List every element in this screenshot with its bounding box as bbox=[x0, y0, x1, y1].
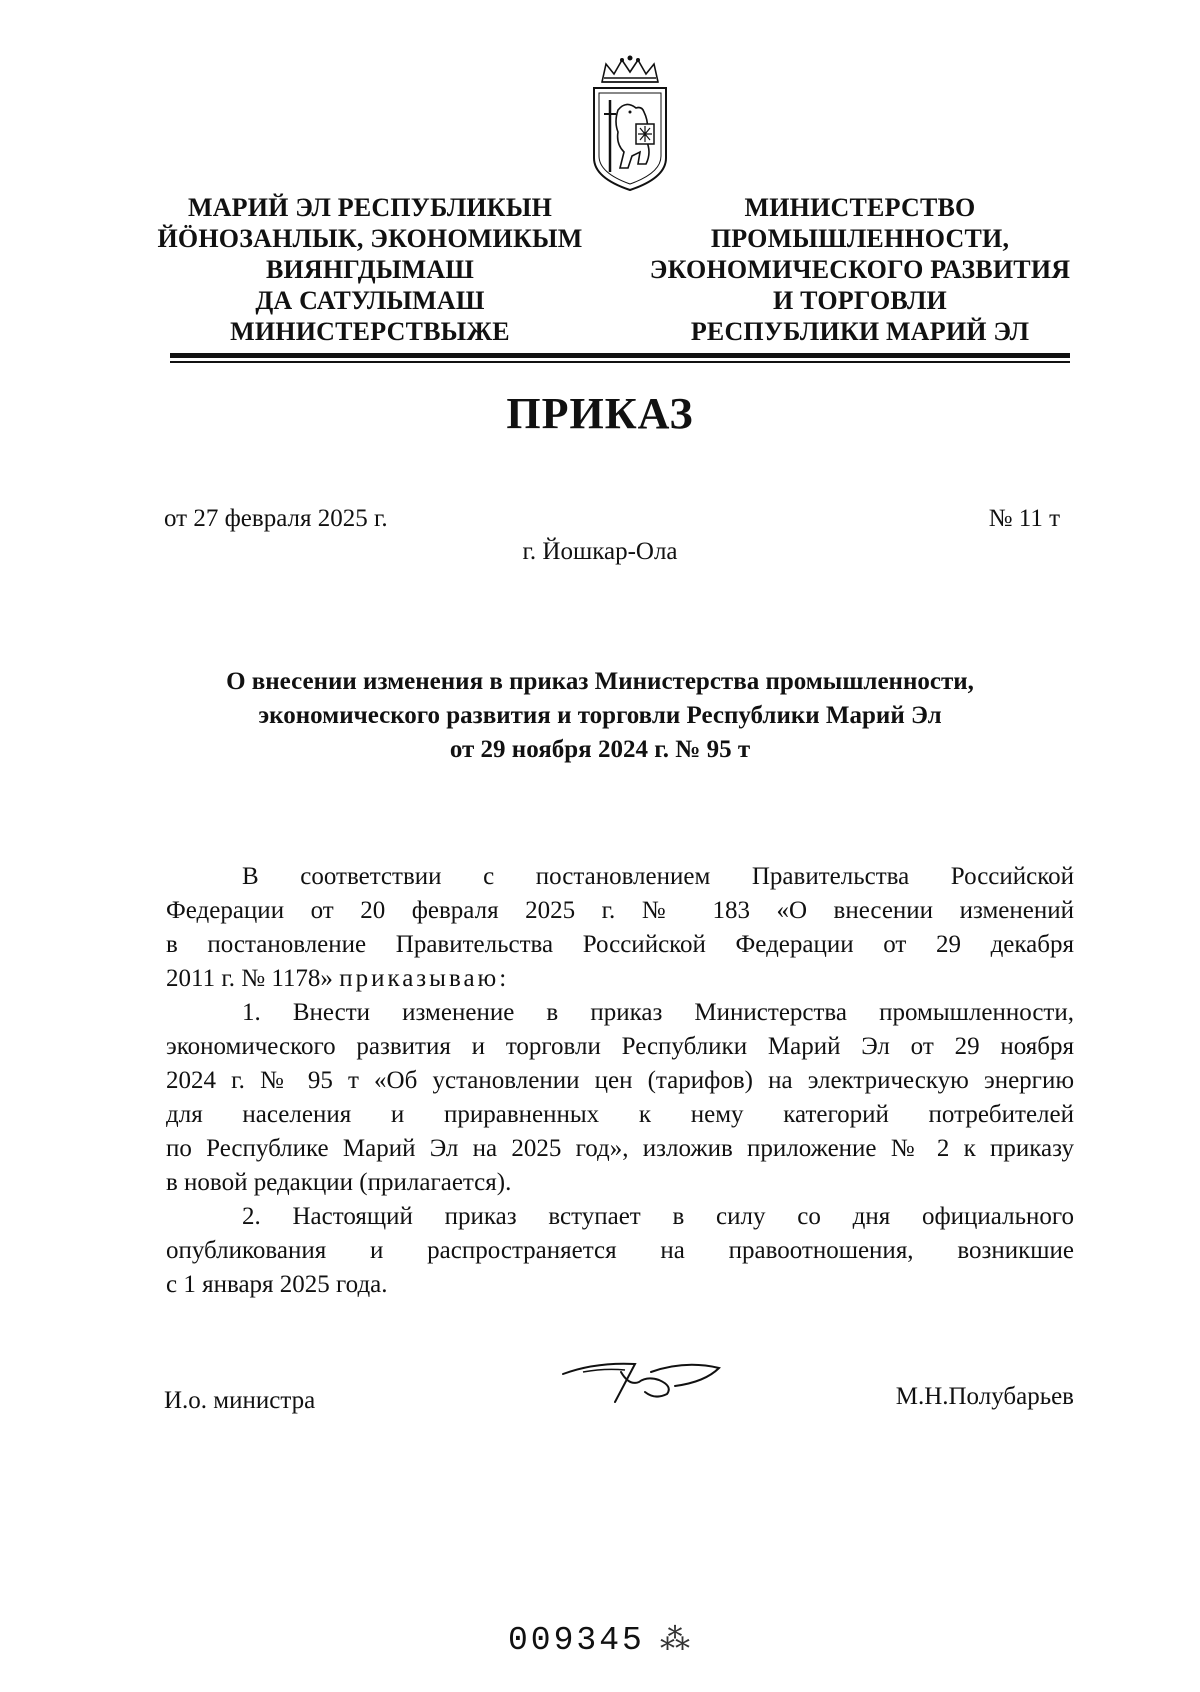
handwritten-signature bbox=[555, 1342, 725, 1412]
document-title: ПРИКАЗ bbox=[506, 389, 694, 438]
body-line: в постановление Правительства Российской Федерации от 29 декабря bbox=[166, 931, 1074, 958]
subject-line: О внесении изменения в приказ Министерства промышленности, bbox=[226, 668, 974, 695]
header-right-line: И ТОРГОВЛИ bbox=[773, 286, 947, 315]
body-line: с 1 января 2025 года. bbox=[166, 1271, 388, 1298]
document-date: от 27 февраля 2025 г. bbox=[164, 505, 388, 532]
body-line: для населения и приравненных к нему категорий потребителей bbox=[166, 1101, 1074, 1128]
order-keyword: приказываю: bbox=[339, 965, 510, 992]
document-number: № 11 т bbox=[988, 505, 1060, 532]
body-line: 2024 г. № 95 т «Об установлении цен (тарифов) на электрическую энергию bbox=[166, 1067, 1074, 1094]
body-line: 1. Внести изменение в приказ Министерства промышленности, bbox=[242, 999, 1074, 1026]
header-divider-thin bbox=[170, 361, 1070, 363]
body-line: в новой редакции (прилагается). bbox=[166, 1169, 512, 1196]
header-right-ministry-name bbox=[640, 192, 1080, 347]
header-right-line: ПРОМЫШЛЕННОСТИ, bbox=[710, 224, 1010, 253]
document-body bbox=[166, 860, 1074, 1302]
body-line: экономического развития и торговли Республики Марий Эл от 29 ноября bbox=[166, 1033, 1074, 1060]
body-line: по Республике Марий Эл на 2025 год», изложив приложение № 2 к приказу bbox=[166, 1135, 1074, 1162]
document-city: г. Йошкар-Ола bbox=[522, 538, 678, 565]
header-right-line: РЕСПУБЛИКИ МАРИЙ ЭЛ bbox=[690, 317, 1030, 346]
header-left-line: ВИЯНГДЫМАШ bbox=[265, 255, 475, 284]
body-line: В соответствии с постановлением Правительства Российской bbox=[242, 863, 1074, 890]
signatory-name: М.Н.Полубарьев bbox=[895, 1383, 1074, 1410]
body-line: опубликования и распространяется на правоотношения, возникшие bbox=[166, 1237, 1074, 1264]
body-line bbox=[166, 962, 1074, 996]
signatory-role: И.о. министра bbox=[164, 1387, 316, 1414]
header-left-line: ДА САТУЛЫМАШ bbox=[255, 286, 485, 315]
header-right-line: ЭКОНОМИЧЕСКОГО РАЗВИТИЯ bbox=[649, 255, 1071, 284]
header-left-ministry-name bbox=[150, 192, 590, 347]
serial-ornament-icon: ⁂ bbox=[660, 1623, 690, 1656]
body-line: Федерации от 20 февраля 2025 г. № 183 «О внесении изменений bbox=[166, 897, 1074, 924]
coat-of-arms-icon bbox=[580, 52, 680, 194]
subject-line: от 29 ноября 2024 г. № 95 т bbox=[449, 736, 751, 763]
body-line: 2. Настоящий приказ вступает в силу со дня официального bbox=[242, 1203, 1074, 1230]
header-divider-thick bbox=[170, 353, 1070, 358]
header-left-line: МИНИСТЕРСТВЫЖЕ bbox=[230, 317, 510, 346]
subject-line: экономического развития и торговли Республики Марий Эл bbox=[258, 702, 942, 729]
header-left-line: ЙӦНОЗАНЛЫК, ЭКОНОМИКЫМ bbox=[157, 224, 583, 253]
header-left-line: МАРИЙ ЭЛ РЕСПУБЛИКЫН bbox=[187, 193, 553, 222]
header-right-line: МИНИСТЕРСТВО bbox=[744, 193, 976, 222]
body-text: 2011 г. № 1178» bbox=[166, 965, 340, 992]
form-serial-number: 009345 bbox=[508, 1622, 645, 1659]
document-subject bbox=[160, 665, 1040, 767]
